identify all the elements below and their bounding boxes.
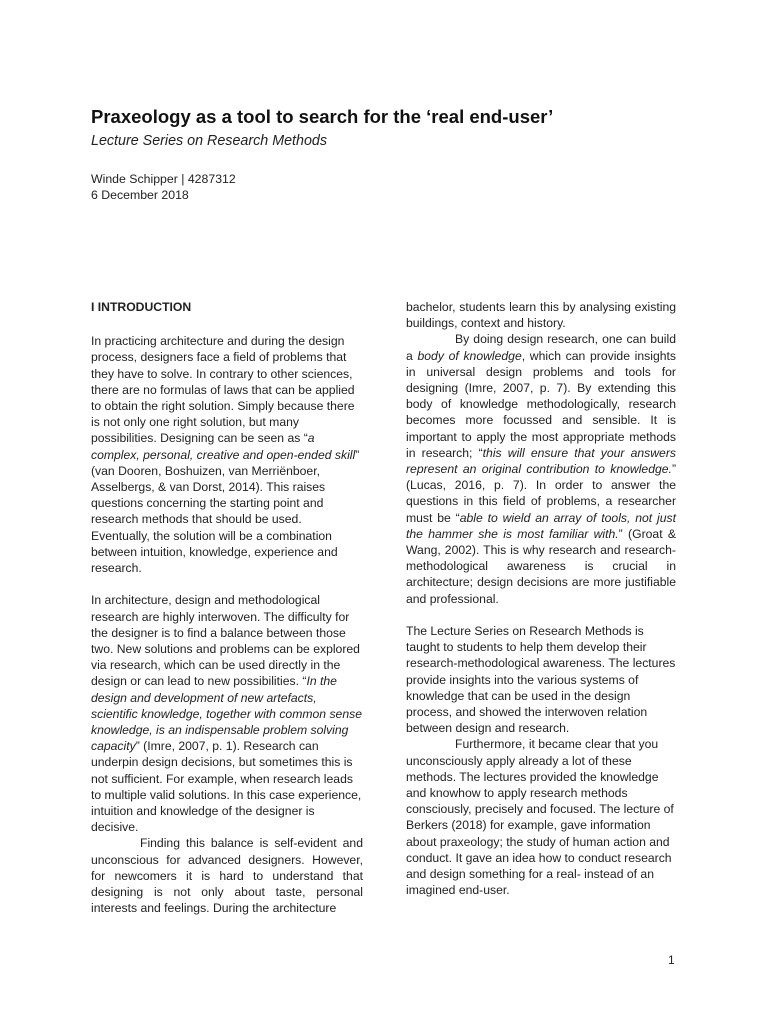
paragraph-right-1: bachelor, students learn this by analysing existing buildings, context and history.	[406, 300, 676, 331]
paragraph-right-3: The Lecture Series on Research Methods is taught to students to help them develop their research-methodological awareness. The lectures provide insights into the various systems of knowledge that can be used in the design process, and showed the interwoven relation between design and research.	[406, 624, 676, 736]
section-heading: I INTRODUCTION	[91, 300, 192, 314]
author-line: Winde Schipper | 4287312	[91, 172, 236, 186]
paragraph-text: ” (Lucas, 2016, p. 7). In order to answer the questions in this field of problems, a researcher must be “	[406, 462, 676, 525]
document-date: 6 December 2018	[91, 188, 189, 202]
author-block	[91, 171, 236, 203]
quote-text: this will ensure that your answers represent an original contribution to knowledge.	[406, 445, 676, 477]
right-column	[406, 299, 676, 899]
page-number: 1	[668, 953, 675, 967]
paragraph-text: In architecture, design and methodological research are highly interwoven. The difficulty for the designer is to find a balance between those two. New solutions and problems can be explored via research, which can be used directly in the design or can lead to new possibilities. “	[91, 593, 360, 689]
left-column	[91, 299, 363, 917]
paragraph-text: In practicing architecture and during the design process, designers face a field of problems that they have to solve. In contrary to other sciences, there are no formulas of laws that can be applied to obtain the right solution. Simply because there is not only one right solution, but many possibilities. Designing can be seen as “	[91, 334, 355, 446]
paragraph-text: By doing design research, one can build a	[406, 332, 676, 363]
paragraph-intro-1	[91, 333, 363, 576]
paragraph-right-4: Furthermore, it became clear that you unconsciously apply already a lot of these methods. The lectures provided the knowledge and knowhow to apply research methods consciously, precisely and focused. The lecture of Berkers (2018) for example, gave information about praxeology; the study of human action and conduct. It gave an idea how to conduct research and design something for a real- instead of an imagined end-user.	[406, 737, 674, 898]
paragraph-text: ” (Imre, 2007, p. 1). Research can underpin design decisions, but sometimes this is not sufficient. For example, when research leads to multiple valid solutions. In this case experience, intuition and knowledge of the designer is decisive.	[91, 739, 362, 835]
paragraph-intro-3: Finding this balance is self-evident and unconscious for advanced designers. However, for newcomers it is hard to understand that designing is not only about taste, personal interests and feelings. During the architecture	[91, 836, 363, 916]
document-title: Praxeology as a tool to search for the ‘real end-user’	[91, 106, 554, 127]
document-subtitle: Lecture Series on Research Methods	[91, 133, 328, 149]
quote-text: In the design and development of new artefacts, scientific knowledge, together with common sense knowledge, is an indispensable problem solving capacity	[91, 674, 362, 754]
emphasis-text: body of knowledge	[417, 348, 522, 363]
quote-text: able to wield an array of tools, not just the hammer she is most familiar with.	[406, 510, 676, 541]
paragraph-text: ” (Groat & Wang, 2002). This is why research and research-methodological awareness is crucial in architecture; design decisions are more justifiable and professional.	[406, 526, 677, 606]
quote-text: a complex, personal, creative and open-ended skill	[91, 431, 356, 462]
paragraph-text: ” (van Dooren, Boshuizen, van Merriënboer, Asselbergs, & van Dorst, 2014). This raises questions concerning the starting point and research methods that should be used. Eventually, the solution will be a combination between intuition, knowledge, experience and research.	[91, 447, 360, 576]
paragraph-intro-2	[91, 592, 363, 835]
paragraph-text: , which can provide insights in universal design problems and tools for designing (Imre, 2007, p. 7). By extending this body of knowledge methodologically, research becomes more focussed and sensible. It is important to apply the most appropriate methods in research; “	[406, 348, 676, 460]
paragraph-right-2	[406, 331, 676, 606]
